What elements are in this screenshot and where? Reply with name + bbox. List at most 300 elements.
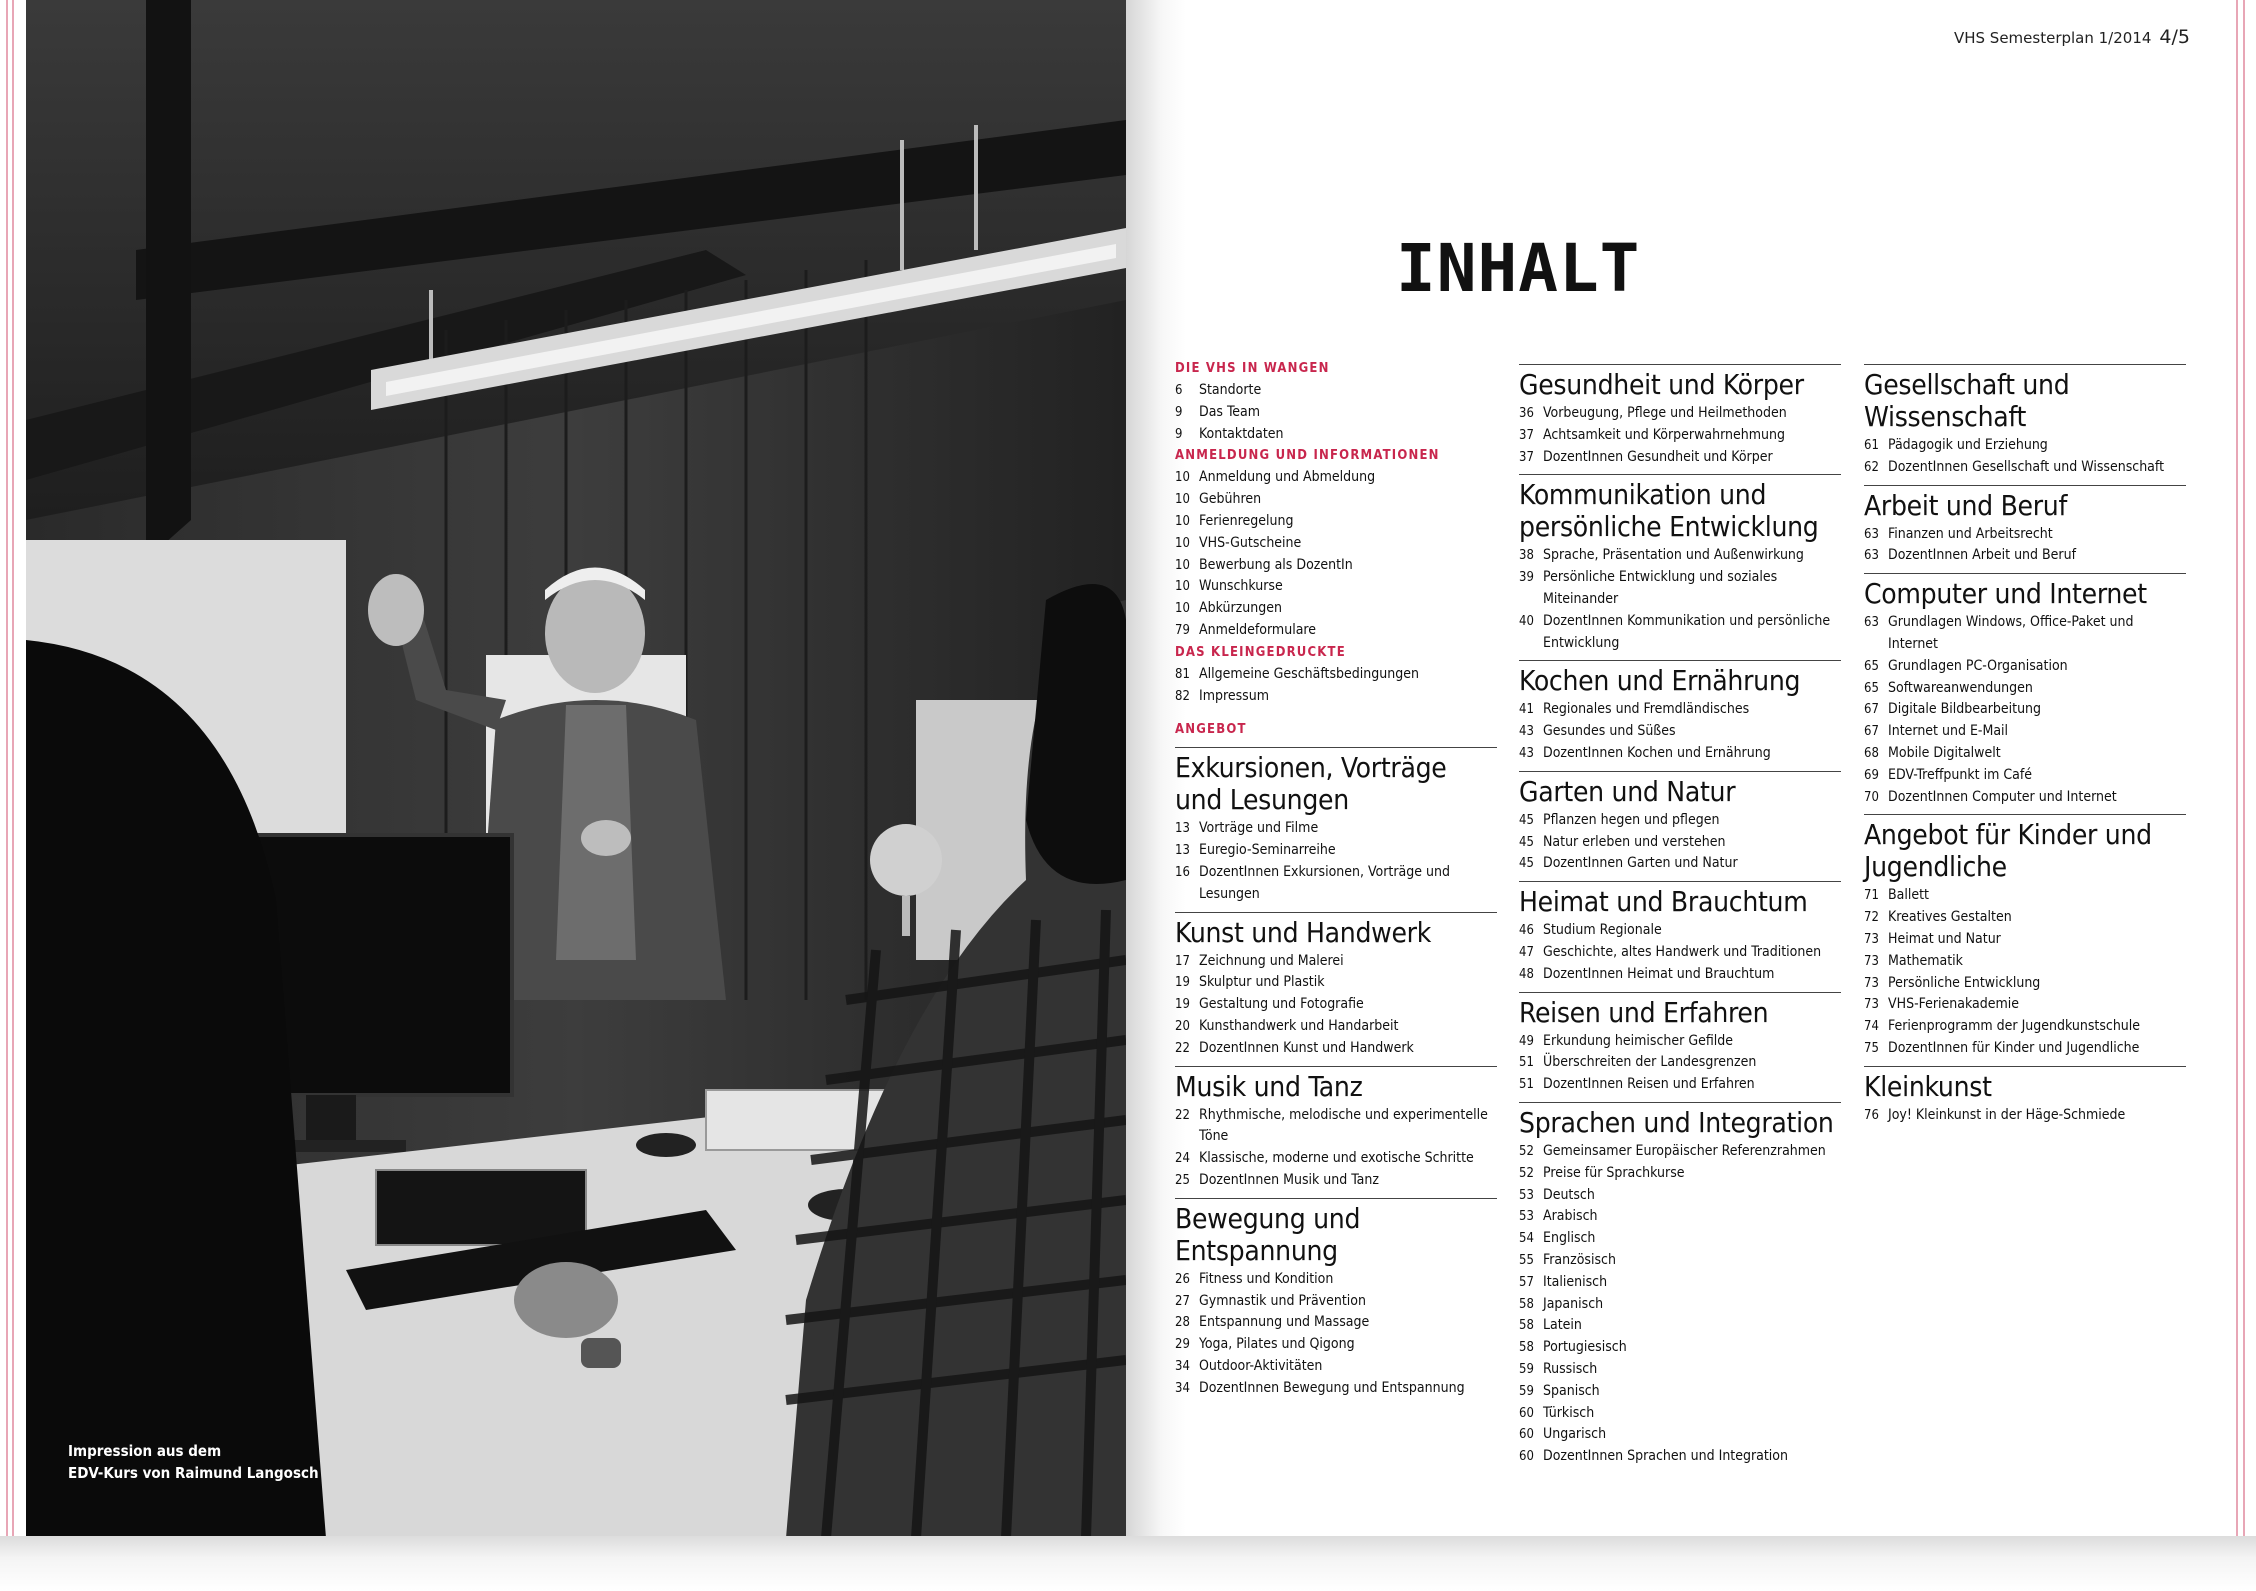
toc-section-title: Exkursionen, Vorträge und Lesungen (1175, 751, 1447, 817)
toc-entry-label: Regionales und Fremdländisches (1543, 701, 1750, 718)
toc-page-number: 60 (1519, 1449, 1534, 1465)
toc-section (1175, 1066, 1497, 1192)
toc-entry[interactable] (1864, 973, 2186, 995)
toc-entry[interactable] (1864, 545, 2186, 567)
toc-entry[interactable] (1175, 1170, 1497, 1192)
toc-entry[interactable] (1175, 664, 1497, 686)
toc-entry[interactable] (1519, 1074, 1841, 1096)
toc-section (1864, 1066, 2186, 1127)
toc-page-number: 10 (1175, 579, 1190, 595)
toc-section-items (1864, 885, 2186, 1059)
toc-page-number: 10 (1175, 470, 1190, 486)
toc-entry[interactable] (1175, 576, 1497, 598)
toc-entry-label: Arabisch (1543, 1208, 1598, 1225)
toc-group-heading: ANMELDUNG UND INFORMATIONEN (1175, 448, 1440, 464)
toc-entry-label: DozentInnen Exkursionen, Vorträge und Lesungen (1199, 863, 1450, 902)
toc-entry-label: Überschreiten der Landesgrenzen (1543, 1054, 1757, 1071)
toc-entry-label: Impressum (1199, 687, 1269, 704)
toc-entry-label: Allgemeine Geschäftsbedingungen (1199, 665, 1419, 682)
toc-page-number: 51 (1519, 1077, 1534, 1093)
toc-entry-label: DozentInnen Gesellschaft und Wissenschaft (1888, 458, 2165, 475)
toc-entry[interactable] (1175, 686, 1497, 708)
toc-section (1864, 814, 2186, 1059)
toc-entry[interactable] (1519, 1163, 1841, 1185)
toc-entry-label: Internet und E-Mail (1888, 723, 2009, 740)
toc-entry[interactable] (1519, 1337, 1841, 1359)
toc-entry[interactable] (1175, 489, 1497, 511)
toc-page-number: 58 (1519, 1318, 1534, 1334)
header-title: VHS Semesterplan 1/2014 (1953, 29, 2152, 47)
toc-page-number: 75 (1864, 1040, 1879, 1056)
toc-page-number: 57 (1519, 1274, 1534, 1290)
toc-entry-label: Achtsamkeit und Körperwahrnehmung (1543, 426, 1785, 443)
toc-entry-label: DozentInnen Computer und Internet (1888, 788, 2117, 805)
toc-entry-label: Zeichnung und Malerei (1199, 952, 1344, 969)
toc-entry[interactable] (1519, 1424, 1841, 1446)
toc-section-title: Kochen und Ernährung (1519, 664, 1801, 698)
toc-entry-label: DozentInnen Sprachen und Integration (1543, 1448, 1788, 1465)
toc-page-number: 22 (1175, 1107, 1190, 1123)
toc-section-items (1519, 810, 1841, 875)
toc-section (1519, 1102, 1841, 1468)
toc-entry-label: Gestaltung und Fotografie (1199, 996, 1364, 1013)
toc-page-number: 62 (1864, 459, 1879, 475)
toc-entry-label: Portugiesisch (1543, 1339, 1627, 1356)
toc-entry[interactable] (1175, 1334, 1497, 1356)
toc-entry-label: Anmeldung und Abmeldung (1199, 469, 1376, 486)
toc-entry-label: Vorträge und Filme (1199, 820, 1319, 837)
toc-entry-label: Erkundung heimischer Gefilde (1543, 1032, 1734, 1049)
toc-entry[interactable] (1175, 380, 1497, 402)
toc-section-title: Kommunikation und persönliche Entwicklung (1519, 478, 1819, 544)
angebot-heading: ANGEBOT (1175, 722, 1247, 738)
toc-section-title: Gesundheit und Körper (1519, 368, 1804, 401)
toc-entry-label: Outdoor-Aktivitäten (1199, 1357, 1323, 1374)
toc-page-number: 16 (1175, 864, 1190, 880)
toc-group-heading: DAS KLEINGEDRUCKTE (1175, 644, 1346, 660)
toc-entry[interactable] (1175, 1269, 1497, 1291)
toc-entry[interactable] (1864, 721, 2186, 743)
toc-entry-label: DozentInnen Garten und Natur (1543, 855, 1738, 872)
caption-line-2: EDV-Kurs von Raimund Langosch (68, 1464, 319, 1482)
toc-page-number: 9 (1175, 404, 1183, 420)
toc-entry[interactable] (1519, 1446, 1841, 1468)
toc-page-number: 43 (1519, 724, 1534, 740)
toc-entry[interactable] (1175, 818, 1497, 840)
toc-section-title: Arbeit und Beruf (1864, 488, 2068, 522)
toc-entry[interactable] (1864, 699, 2186, 721)
toc-entry[interactable] (1519, 545, 1841, 567)
toc-entry-label: Entspannung und Massage (1199, 1314, 1370, 1331)
toc-entry[interactable] (1519, 611, 1841, 655)
toc-entry[interactable] (1864, 1105, 2186, 1127)
toc-entry[interactable] (1864, 885, 2186, 907)
toc-section (1519, 992, 1841, 1096)
toc-page-number: 52 (1519, 1165, 1534, 1181)
toc-entry[interactable] (1864, 435, 2186, 457)
toc-section-items (1864, 612, 2186, 808)
toc-page-number: 10 (1175, 557, 1190, 573)
toc-entry-label: Softwareanwendungen (1888, 679, 2033, 696)
toc-page-number: 37 (1519, 449, 1534, 465)
toc-entry-label: Wunschkurse (1199, 578, 1283, 595)
toc-entry[interactable] (1864, 929, 2186, 951)
toc-page-number: 53 (1519, 1209, 1534, 1225)
toc-entry[interactable] (1519, 447, 1841, 469)
toc-entry[interactable] (1519, 699, 1841, 721)
toc-section-items (1519, 545, 1841, 654)
toc-entry[interactable] (1519, 1272, 1841, 1294)
toc-page-number: 63 (1864, 526, 1879, 542)
toc-page-number: 34 (1175, 1358, 1190, 1374)
toc-entry-label: Heimat und Natur (1888, 930, 2001, 947)
toc-section (1864, 485, 2186, 568)
toc-entry-label: Geschichte, altes Handwerk und Traditionen (1543, 943, 1822, 960)
toc-entry[interactable] (1519, 832, 1841, 854)
toc-page-number: 25 (1175, 1172, 1190, 1188)
toc-page-number: 36 (1519, 406, 1534, 421)
toc-section-items (1519, 699, 1841, 764)
toc-entry-label: Deutsch (1543, 1186, 1595, 1203)
toc-entry[interactable] (1519, 1052, 1841, 1074)
toc-page-number: 70 (1864, 789, 1879, 805)
toc-section-items (1519, 403, 1841, 468)
toc-entry[interactable] (1519, 1381, 1841, 1403)
toc-page-number: 74 (1864, 1019, 1879, 1035)
running-header (1954, 26, 2190, 48)
toc-entry-label: DozentInnen für Kinder und Jugendliche (1888, 1039, 2140, 1056)
toc-entry-label: DozentInnen Arbeit und Beruf (1888, 547, 2077, 564)
toc-section-items (1175, 818, 1497, 905)
toc-entry[interactable] (1175, 620, 1497, 642)
toc-entry[interactable] (1519, 425, 1841, 447)
toc-entry[interactable] (1175, 1148, 1497, 1170)
toc-entry-label: DozentInnen Musik und Tanz (1199, 1171, 1379, 1188)
toc-entry[interactable] (1864, 656, 2186, 678)
toc-entry-label: Preise für Sprachkurse (1543, 1164, 1685, 1181)
toc-page-number: 68 (1864, 745, 1879, 761)
toc-page-number: 82 (1175, 688, 1190, 704)
toc-entry-label: EDV-Treffpunkt im Café (1888, 766, 2033, 783)
toc-entry[interactable] (1864, 907, 2186, 929)
toc-entry[interactable] (1519, 1403, 1841, 1425)
toc-page-number: 72 (1864, 910, 1879, 926)
toc-page-number: 67 (1864, 702, 1879, 718)
toc-entry-label: Pflanzen hegen und pflegen (1543, 811, 1720, 828)
toc-page-number: 17 (1175, 953, 1190, 969)
toc-entry-label: Türkisch (1543, 1404, 1595, 1421)
toc-section (1519, 474, 1841, 654)
toc-page-number: 51 (1519, 1055, 1534, 1071)
toc-entry[interactable] (1864, 678, 2186, 700)
toc-entry-label: Das Team (1199, 403, 1261, 420)
toc-section (1519, 771, 1841, 875)
toc-section-title: Garten und Natur (1519, 774, 1736, 808)
toc-entry[interactable] (1175, 533, 1497, 555)
toc-entry[interactable] (1175, 598, 1497, 620)
toc-entry-label: Gemeinsamer Europäischer Referenzrahmen (1543, 1142, 1826, 1159)
toc-page-number: 59 (1519, 1361, 1534, 1377)
toc-section-title: Heimat und Brauchtum (1519, 885, 1808, 919)
toc-entry[interactable] (1519, 1206, 1841, 1228)
toc-page-number: 37 (1519, 427, 1534, 443)
toc-page-number: 73 (1864, 953, 1879, 969)
classroom-photo-illustration (26, 0, 1126, 1538)
toc-entry-label: Anmeldeformulare (1199, 621, 1317, 638)
toc-entry[interactable] (1864, 743, 2186, 765)
toc-column-1 (1175, 358, 1497, 1400)
toc-entry[interactable] (1519, 1250, 1841, 1272)
toc-section-title: Angebot für Kinder und Jugendliche (1864, 818, 2152, 884)
toc-section (1519, 364, 1841, 468)
toc-entry-label: Gymnastik und Prävention (1199, 1292, 1366, 1309)
toc-page-number: 63 (1864, 548, 1879, 564)
toc-section (1519, 660, 1841, 764)
toc-entry[interactable] (1175, 1356, 1497, 1378)
toc-entry-label: Persönliche Entwicklung (1888, 974, 2041, 991)
toc-section-items (1175, 1105, 1497, 1192)
toc-section-items (1519, 920, 1841, 985)
toc-entry-label: Persönliche Entwicklung und soziales Miteinander (1543, 569, 1778, 607)
toc-entry[interactable] (1175, 862, 1497, 906)
page-edge-left-2 (12, 0, 14, 1538)
toc-entry[interactable] (1864, 524, 2186, 546)
toc-entry-label: Italienisch (1543, 1273, 1608, 1290)
toc-page-number: 69 (1864, 767, 1879, 783)
toc-section-title: Bewegung und Entspannung (1175, 1201, 1361, 1267)
toc-section-title: Kunst und Handwerk (1175, 915, 1431, 949)
toc-section-title: Kleinkunst (1864, 1069, 1992, 1103)
toc-entry[interactable] (1864, 765, 2186, 787)
toc-entry-label: Finanzen und Arbeitsrecht (1888, 525, 2053, 542)
bottom-shadow (0, 1536, 2256, 1591)
toc-entry[interactable] (1519, 743, 1841, 765)
toc-page-number: 48 (1519, 966, 1534, 982)
toc-entry[interactable] (1864, 951, 2186, 973)
toc-entry[interactable] (1175, 951, 1497, 973)
toc-entry[interactable] (1519, 1141, 1841, 1163)
toc-page-number: 10 (1175, 492, 1190, 508)
toc-entry[interactable] (1864, 787, 2186, 809)
toc-entry[interactable] (1175, 1291, 1497, 1313)
toc-entry[interactable] (1519, 920, 1841, 942)
toc-entry[interactable] (1864, 1016, 2186, 1038)
toc-entry-label: DozentInnen Kommunikation und persönliche Entwicklung (1543, 612, 1831, 651)
toc-page-number: 65 (1864, 658, 1879, 674)
toc-page-number: 73 (1864, 975, 1879, 991)
toc-entry-label: DozentInnen Reisen und Erfahren (1543, 1076, 1755, 1093)
toc-entry[interactable] (1519, 1359, 1841, 1381)
toc-page-number: 10 (1175, 535, 1190, 551)
toc-entry[interactable] (1519, 1031, 1841, 1053)
toc-entry-label: Klassische, moderne und exotische Schritte (1199, 1150, 1474, 1167)
toc-section (1175, 747, 1497, 905)
toc-page-number: 10 (1175, 601, 1190, 617)
toc-entry[interactable] (1175, 1312, 1497, 1334)
toc-page-number: 76 (1864, 1107, 1879, 1123)
toc-entry[interactable] (1864, 612, 2186, 656)
toc-entry[interactable] (1175, 1105, 1497, 1149)
toc-entry[interactable] (1175, 994, 1497, 1016)
toc-entry[interactable] (1175, 1038, 1497, 1060)
page-edge-right (2236, 0, 2238, 1538)
toc-entry[interactable] (1519, 1315, 1841, 1337)
toc-page-number: 29 (1175, 1337, 1190, 1353)
toc-page-number: 71 (1864, 888, 1879, 904)
toc-entry[interactable] (1864, 457, 2186, 479)
toc-entry-label: VHS-Ferienakademie (1888, 996, 2020, 1013)
toc-entry-label: DozentInnen Heimat und Brauchtum (1543, 965, 1775, 982)
toc-section (1175, 912, 1497, 1060)
toc-page-number: 73 (1864, 997, 1879, 1013)
toc-entry[interactable] (1864, 994, 2186, 1016)
toc-entry-label: Gesundes und Süßes (1543, 723, 1676, 740)
toc-entry[interactable] (1519, 1294, 1841, 1316)
toc-entry-label: DozentInnen Kunst und Handwerk (1199, 1039, 1414, 1056)
toc-page-number: 13 (1175, 821, 1190, 837)
toc-entry[interactable] (1519, 403, 1841, 425)
toc-entry[interactable] (1864, 1038, 2186, 1060)
toc-entry-label: Latein (1543, 1317, 1582, 1334)
toc-entry-label: DozentInnen Bewegung und Entspannung (1199, 1379, 1465, 1396)
toc-page-number: 10 (1175, 513, 1190, 529)
toc-entry[interactable] (1519, 1228, 1841, 1250)
toc-page-number: 79 (1175, 622, 1190, 638)
toc-entry-label: Ferienprogramm der Jugendkunstschule (1888, 1018, 2141, 1035)
toc-page-number: 20 (1175, 1018, 1190, 1034)
toc-section-items (1175, 951, 1497, 1060)
toc-entry-label: Sprache, Präsentation und Außenwirkung (1543, 547, 1804, 564)
toc-entry[interactable] (1519, 942, 1841, 964)
toc-section-title: Musik und Tanz (1175, 1069, 1363, 1103)
page-edge-left (6, 0, 8, 1538)
toc-section (1519, 881, 1841, 985)
toc-page-number: 43 (1519, 745, 1534, 761)
caption-line-1: Impression aus dem (68, 1442, 222, 1460)
page-title: INHALT (1396, 230, 1641, 307)
toc-section-items (1175, 1269, 1497, 1400)
toc-entry-label: Spanisch (1543, 1382, 1600, 1399)
toc-entry-label: Yoga, Pilates und Qigong (1199, 1336, 1355, 1353)
toc-page-number: 26 (1175, 1271, 1190, 1287)
toc-entry[interactable] (1175, 1016, 1497, 1038)
toc-entry-label: Kunsthandwerk und Handarbeit (1199, 1017, 1399, 1034)
toc-entry-label: Ferienregelung (1199, 512, 1294, 529)
page-edge-right-2 (2243, 0, 2245, 1538)
toc-page-number: 40 (1519, 613, 1534, 629)
toc-entry-label: Digitale Bildbearbeitung (1888, 701, 2042, 718)
toc-entry-label: Japanisch (1543, 1295, 1604, 1312)
toc-entry-label: Mathematik (1888, 952, 1963, 969)
toc-page-number: 65 (1864, 680, 1879, 696)
toc-entry[interactable] (1175, 467, 1497, 489)
toc-page-number: 6 (1175, 383, 1183, 398)
toc-page-number: 19 (1175, 975, 1190, 991)
toc-entry[interactable] (1519, 853, 1841, 875)
toc-entry-label: Ballett (1888, 887, 1929, 904)
toc-section-items (1519, 1141, 1841, 1468)
toc-section-title: Gesellschaft und Wissenschaft (1864, 368, 2070, 433)
toc-page-number: 38 (1519, 548, 1534, 564)
toc-section (1864, 364, 2186, 479)
toc-entry-label: Rhythmische, melodische und experimentelle Töne (1199, 1106, 1488, 1145)
toc-entry-label: Joy! Kleinkunst in der Häge-Schmiede (1888, 1106, 2126, 1123)
toc-section (1864, 573, 2186, 808)
toc-page-number: 58 (1519, 1340, 1534, 1356)
toc-entry-label: Französisch (1543, 1251, 1616, 1268)
toc-page-number: 9 (1175, 426, 1183, 442)
toc-entry[interactable] (1175, 840, 1497, 862)
toc-entry-label: Bewerbung als DozentIn (1199, 556, 1353, 573)
toc-section (1175, 1198, 1497, 1400)
toc-section-title: Reisen und Erfahren (1519, 995, 1769, 1029)
toc-entry-label: Gebühren (1199, 491, 1262, 508)
toc-entry-label: Grundlagen Windows, Office-Paket und Internet (1888, 614, 2134, 652)
toc-page-number: 39 (1519, 570, 1534, 586)
toc-page-number: 52 (1519, 1143, 1534, 1159)
toc-page-number: 24 (1175, 1151, 1190, 1167)
toc-group-heading: DIE VHS IN WANGEN (1175, 361, 1330, 376)
toc-page-number: 41 (1519, 702, 1534, 718)
toc-page-number: 73 (1864, 931, 1879, 947)
toc-entry-label: Abkürzungen (1199, 600, 1282, 617)
toc-page-number: 63 (1864, 615, 1879, 631)
toc-section-items (1864, 1105, 2186, 1127)
toc-page-number: 67 (1864, 724, 1879, 740)
toc-entry-label: Fitness und Kondition (1199, 1270, 1334, 1287)
toc-entry[interactable] (1175, 511, 1497, 533)
toc-entry-label: Skulptur und Plastik (1199, 974, 1325, 991)
toc-section-items (1864, 435, 2186, 479)
toc-column-3 (1864, 358, 2186, 1127)
toc-entry-label: VHS-Gutscheine (1199, 534, 1302, 551)
toc-page-number: 22 (1175, 1040, 1190, 1056)
toc-entry-label: Studium Regionale (1543, 922, 1662, 939)
toc-entry[interactable] (1519, 810, 1841, 832)
toc-page-number: 28 (1175, 1315, 1190, 1331)
toc-page-number: 49 (1519, 1033, 1534, 1049)
toc-entry-label: DozentInnen Kochen und Ernährung (1543, 744, 1771, 761)
toc-page-number: 46 (1519, 923, 1534, 939)
toc-entry-label: Natur erleben und verstehen (1543, 833, 1726, 850)
toc-page-number: 61 (1864, 438, 1879, 453)
toc-page-number: 59 (1519, 1383, 1534, 1399)
toc-page-number: 55 (1519, 1252, 1534, 1268)
toc-entry[interactable] (1519, 964, 1841, 986)
toc-entry[interactable] (1175, 1378, 1497, 1400)
toc-page-number: 19 (1175, 997, 1190, 1013)
toc-section-items (1864, 524, 2186, 568)
toc-entry[interactable] (1175, 972, 1497, 994)
toc-entry-label: Mobile Digitalwelt (1888, 744, 2001, 761)
toc-entry-label: Kontaktdaten (1199, 425, 1284, 442)
toc-entry[interactable] (1519, 721, 1841, 743)
toc-entry[interactable] (1175, 424, 1497, 446)
toc-entry-label: Euregio-Seminarreihe (1199, 842, 1336, 859)
toc-section-items (1519, 1031, 1841, 1096)
toc-page-number: 13 (1175, 843, 1190, 859)
toc-entry[interactable] (1175, 402, 1497, 424)
toc-entry-label: Vorbeugung, Pflege und Heilmethoden (1543, 405, 1787, 421)
toc-entry[interactable] (1175, 555, 1497, 577)
toc-entry-label: Standorte (1199, 382, 1262, 398)
toc-page-number: 45 (1519, 812, 1534, 828)
toc-page-number: 27 (1175, 1293, 1190, 1309)
toc-page-number: 47 (1519, 944, 1534, 960)
toc-entry[interactable] (1519, 567, 1841, 611)
toc-entry[interactable] (1519, 1185, 1841, 1207)
toc-page-number: 58 (1519, 1296, 1534, 1312)
